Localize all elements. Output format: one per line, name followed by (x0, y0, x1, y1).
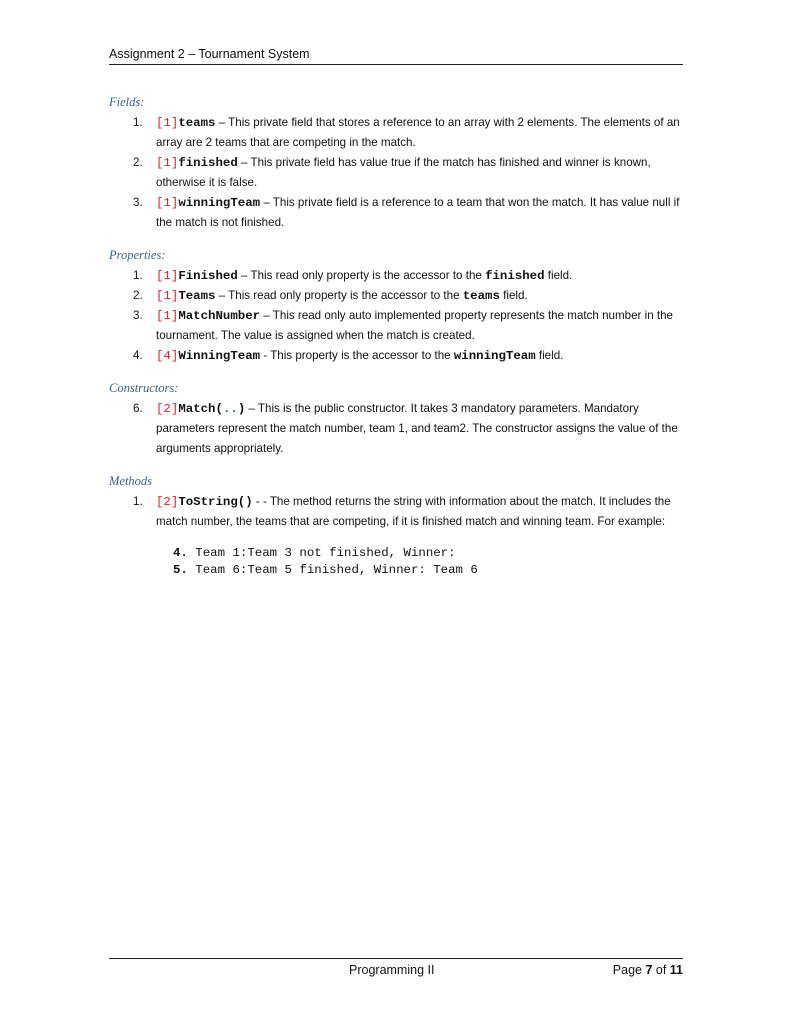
mark-tag: [1] (156, 116, 179, 130)
mark-tag: [2] (156, 402, 179, 416)
field-reference: winningTeam (453, 349, 536, 363)
field-reference: finished (485, 269, 545, 283)
list-item: 2. [1]Teams – This read only property is the accessor to the teams field. (133, 289, 528, 303)
properties-heading: Properties: (109, 248, 166, 262)
mark-tag: [1] (156, 156, 179, 170)
item-description: – This read only auto implemented property represents the match number in the tournament. The value is assigned when the match is created. (156, 309, 673, 342)
document-body (109, 93, 683, 579)
list-item: 1. [1]Finished – This read only property is the accessor to the finished field. (133, 269, 573, 283)
mark-tag: [1] (156, 309, 179, 323)
output-examples (173, 545, 683, 579)
item-description: – This private field is a reference to a team that won the match. It has value null if the match is not finished. (156, 196, 680, 229)
member-name: winningTeam (178, 196, 261, 210)
example-line: 4. Team 1:Team 3 not finished, Winner: (173, 546, 456, 560)
list-item: 6. [2]Match(..) – This is the public constructor. It takes 3 mandatory parameters. Mandatory parameters represent the match number, team 1, and team2. The constructor assigns the value of the arguments appropriately. (133, 402, 678, 455)
header-title: Assignment 2 – Tournament System (109, 47, 310, 61)
mark-tag: [1] (156, 196, 179, 210)
item-description: – This private field has value true if the match has finished and winner is known, otherwise it is false. (156, 156, 651, 189)
list-item: 2. [1]finished – This private field has value true if the match has finished and winner is known, otherwise it is false. (133, 156, 651, 189)
fields-heading: Fields: (109, 95, 145, 109)
member-name: MatchNumber (178, 309, 261, 323)
page-footer (109, 958, 683, 981)
list-item: 1. [1]teams – This private field that stores a reference to an array with 2 elements. The elements of an array are 2 teams that are competing in the match. (133, 116, 680, 149)
member-name: finished (178, 156, 238, 170)
member-name: teams (178, 116, 216, 130)
constructors-list (109, 399, 683, 459)
param-ellipsis: .. (222, 402, 238, 416)
properties-list (109, 266, 683, 366)
methods-heading: Methods (109, 474, 153, 488)
mark-tag: [1] (156, 269, 179, 283)
list-item: 4. [4]WinningTeam - This property is the accessor to the winningTeam field. (133, 349, 564, 363)
fields-list (109, 113, 683, 233)
constructors-heading: Constructors: (109, 381, 179, 395)
list-item: 3. [1]MatchNumber – This read only auto implemented property represents the match number in the tournament. The value is assigned when the match is created. (133, 309, 673, 342)
page-header (109, 47, 683, 65)
example-line: 5. Team 6:Team 5 finished, Winner: Team 6 (173, 563, 478, 577)
course-name: Programming II (349, 963, 435, 977)
member-name: ToString() (178, 495, 253, 509)
item-description: – This private field that stores a reference to an array with 2 elements. The elements of an array are 2 teams that are competing in the match. (156, 116, 680, 149)
member-name: Finished (178, 269, 238, 283)
mark-tag: [4] (156, 349, 179, 363)
member-name: Teams (178, 289, 216, 303)
item-description: – This is the public constructor. It takes 3 mandatory parameters. Mandatory parameters represent the match number, team 1, and team2. The constructor assigns the value of the arguments appropriately. (156, 402, 678, 455)
list-item: 3. [1]winningTeam – This private field is a reference to a team that won the match. It has value null if the match is not finished. (133, 196, 680, 229)
field-reference: teams (462, 289, 500, 303)
member-name: Match( (178, 402, 223, 416)
item-description: - - The method returns the string with information about the match. It includes the match number, the teams that are competing, if it is finished match and winning team. For example: (156, 495, 671, 528)
methods-list (109, 492, 683, 532)
mark-tag: [1] (156, 289, 179, 303)
member-name: WinningTeam (178, 349, 261, 363)
list-item: 1. [2]ToString() - - The method returns the string with information about the match. It includes the match number, the teams that are competing, if it is finished match and winning team. For example: (133, 495, 671, 528)
mark-tag: [2] (156, 495, 179, 509)
page-number: Page 7 of 11 (612, 963, 683, 977)
